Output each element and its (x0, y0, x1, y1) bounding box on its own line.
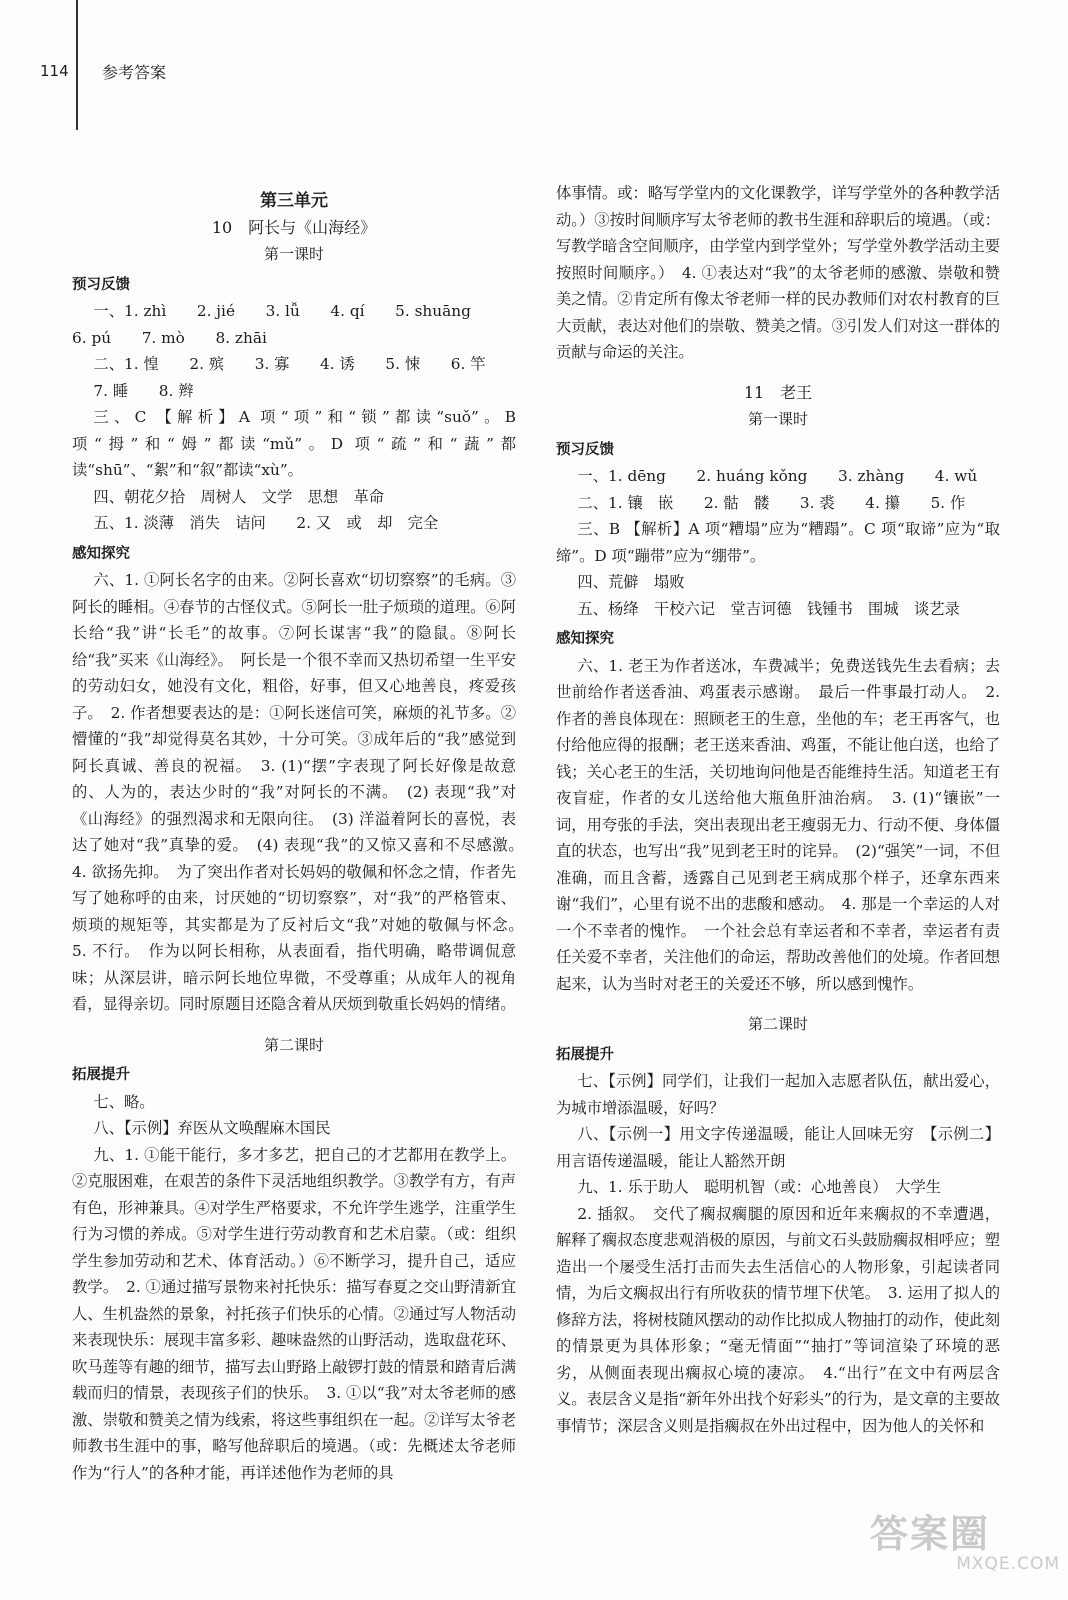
watermark-icon: 答案圈 (870, 1512, 991, 1556)
section-heading: 预习反馈 (72, 276, 130, 293)
lesson-title: 10 阿长与《山海经》 (211, 217, 377, 237)
answer-line: 四、朝花夕拾 周树人 文学 思想 革命 (93, 487, 385, 506)
answer-line: 二、1. 惶 2. 殡 3. 寡 4. 诱 5. 悚 6. 竿 (93, 355, 486, 373)
answer-line: 五、杨绛 干校六记 堂吉诃德 钱锺书 围城 谈艺录 (577, 599, 960, 618)
section-heading: 拓展提升 (556, 1046, 614, 1063)
session-title: 第二课时 (747, 1015, 808, 1033)
section-heading: 预习反馈 (556, 441, 614, 458)
answer-line: 二、1. 镶 嵌 2. 骷 髅 3. 裘 4. 攥 5. 作 (577, 493, 966, 512)
answer-paragraph: 2. 插叙。 交代了瘸叔瘸腿的原因和近年来瘸叔的不幸遭遇，解释了瘸叔态度悲观消极的原因，与前文石头鼓励瘸叔相呼应；塑造出一个屡受生活打击而失去生活信心的人物形象，引起读者同情，为后文瘸叔出行有所收获的情节埋下伏笔。 3. 运用了拟人的修辞方法，将树枝随风摆动的动作比拟成人物抽打的动作，使此刻的情景更为具体形象；“毫无情面”“抽打”等词渲染了环境的恶劣，从侧面表现出瘸叔心境的凄凉。 4.“出行”在文中有两层含义。表层含义是指“新年外出找个好彩头”的行为，是文章的主要故事情节；深层含义则是指瘸叔在外出过程中，因为他人的关怀和 (556, 1204, 1000, 1435)
right-column (556, 180, 1000, 1439)
answer-line: 七、略。 (93, 1092, 155, 1111)
answer-paragraph: 体事情。或：略写学堂内的文化课教学，详写学堂外的各种教学活动。）③按时间顺序写太爷老师的教书生涯和辞职后的境遇。（或：写教学暗含空间顺序，由学堂内到学堂外；写学堂外教学活动主要按照时间顺序。） 4. ①表达对“我”的太爷老师的感激、崇敬和赞美之情。②肯定所有像太爷老师一样的民办教师们对农村教育的巨大贡献，表达对他们的崇敬、赞美之情。③引发人们对这一群体的贡献与命运的关注。 (556, 184, 1000, 361)
left-column (72, 180, 532, 1486)
answer-line: 八、【示例】弃医从文唤醒麻木国民 (93, 1119, 331, 1137)
watermark-logo (870, 1514, 1060, 1580)
answer-line: 七、【示例】同学们，让我们一起加入志愿者队伍，献出爱心，为城市增添温暖，好吗？ (556, 1072, 1000, 1117)
answer-line: 一、1. zhì 2. jié 3. lǚ 4. qí 5. shuāng (93, 302, 471, 320)
session-title: 第一课时 (263, 245, 324, 263)
answer-line: 八、【示例一】用文字传递温暖，能让人回味无穷 【示例二】用言语传递温暖，能让人豁然开朗 (556, 1125, 1000, 1170)
answer-paragraph: 六、1. 老王为作者送冰，车费减半；免费送钱先生去看病；去世前给作者送香油、鸡蛋表示感谢。 最后一件事最打动人。 2. 作者的善良体现在：照顾老王的生意，坐他的车；老王再客气，也付给他应得的报酬；老王送来香油、鸡蛋，不能让他白送，也给了钱；关心老王的生活，关切地询问他是否能维持生活。知道老王有夜盲症，作者的女儿送给他大瓶鱼肝油治病。 3. (1)“镶嵌”一词，用夸张的手法，突出表现出老王瘦弱无力、行动不便、身体僵直的状态，也写出“我”见到老王时的诧异。 (2)“强笑”一词，不但准确，而且含蓄，透露自己见到老王病成那个样子，还拿东西来谢“我们”，心里有说不出的悲酸和感动。 4. 那是一个幸运的人对一个不幸者的愧怍。 一个社会总有幸运者和不幸者，幸运者有责任关爱不幸者，关注他们的命运，帮助改善他们的处境。作者回想起来，认为当时对老王的关爱还不够，所以感到愧怍。 (556, 656, 1000, 993)
answer-line: 7. 睡 8. 辫 (93, 381, 194, 400)
answer-line: 一、1. dēng 2. huáng kǒng 3. zhàng 4. wǔ (577, 467, 978, 485)
session-title: 第一课时 (747, 410, 808, 428)
unit-title: 第三单元 (260, 191, 328, 211)
answer-line: 九、1. 乐于助人 聪明机智（或：心地善良） 大学生 (577, 1178, 942, 1196)
answer-line: 三、B 【解析】A 项“糟塌”应为“糟蹋”。C 项“取谛”应为“取缔”。D 项“蹦带”应为“绷带”。 (556, 520, 1000, 565)
answer-paragraph: 六、1. ①阿长名字的由来。②阿长喜欢“切切察察”的毛病。③阿长的睡相。④春节的古怪仪式。⑤阿长一肚子烦琐的道理。⑥阿长给“我”讲“长毛”的故事。⑦阿长谋害“我”的隐鼠。⑧阿长给“我”买来《山海经》。 阿长是一个很不幸而又热切希望一生平安的劳动妇女，她没有文化，粗俗，好事，但又心地善良，疼爱孩子。 2. 作者想要表达的是：①阿长迷信可笑，麻烦的礼节多。②懵懂的“我”却觉得莫名其妙，十分可笑。③成年后的“我”感觉到阿长真诚、善良的祝福。 3. (1)“摆”字表现了阿长好像是故意的、人为的，表达少时的“我”对阿长的不满。 (2) 表现“我”对《山海经》的强烈渴求和无限向往。 (3) 洋溢着阿长的喜悦，表达了她对“我”真挚的爱。 (4) 表现“我”的又惊又喜和不尽感激。 4. 欲扬先抑。 为了突出作者对长妈妈的敬佩和怀念之情，作者先写了她称呼的由来，讨厌她的“切切察察”，对“我”的严格管束、烦琐的规矩等，其实都是为了反衬后文“我”对她的敬佩与怀念。 5. 不行。 作为以阿长相称，从表面看，指代明确，略带调侃意味；从深层讲，暗示阿长地位卑微，不受尊重；从成年人的视角看，显得亲切。同时原题目还隐含着从厌烦到敬重长妈妈的情绪。 (72, 571, 532, 1013)
session-title: 第二课时 (263, 1035, 324, 1054)
answer-line: 四、荒僻 塌败 (577, 573, 685, 591)
answer-line: 6. pú 7. mò 8. zhāi (72, 328, 267, 347)
section-heading: 拓展提升 (72, 1067, 130, 1083)
running-head: 参考答案 (102, 63, 167, 82)
lesson-title: 11 老王 (743, 382, 813, 402)
section-heading: 感知探究 (556, 631, 614, 647)
watermark-text: MXQE.COM (956, 1554, 1060, 1574)
answer-line: 三、C 【解析】A 项“项”和“锁”都读“suǒ”。B 项“拇”和“姆”都读“mǔ”。D 项“疏”和“蔬”都读“shū”、“絮”和“叙”都读“xù”。 (72, 408, 516, 479)
page-number: 114 (40, 62, 69, 80)
header-rule (76, 0, 78, 130)
answer-line: 五、1. 淡薄 消失 诘问 2. 又 或 却 完全 (93, 514, 439, 532)
section-heading: 感知探究 (72, 545, 130, 562)
answer-paragraph: 九、1. ①能干能行，多才多艺，把自己的才艺都用在教学上。②克服困难，在艰苦的条件下灵活地组织教学。③教学有方，有声有色，形神兼具。④对学生严格要求，不允许学生逃学，注重学生行为习惯的养成。⑤对学生进行劳动教育和艺术启蒙。（或：组织学生参加劳动和艺术、体育活动。）⑥不断学习，提升自己，适应教学。 2. ①通过描写景物来衬托快乐：描写春夏之交山野清新宜人、生机盎然的景象，衬托孩子们快乐的心情。②通过写人物活动来表现快乐：展现丰富多彩、趣味盎然的山野活动，选取盘花环、吹马莲等有趣的细节，描写去山野路上敲锣打鼓的情景和踏青后满载而归的情景，表现孩子们的快乐。 3. ①以“我”对太爷老师的感激、崇敬和赞美之情为线索，将这些事组织在一起。②详写太爷老师教书生涯中的事，略写他辞职后的境遇。（或：先概述太爷老师作为“行人”的各种才能，再详述他作为老师的具 (72, 1145, 516, 1482)
